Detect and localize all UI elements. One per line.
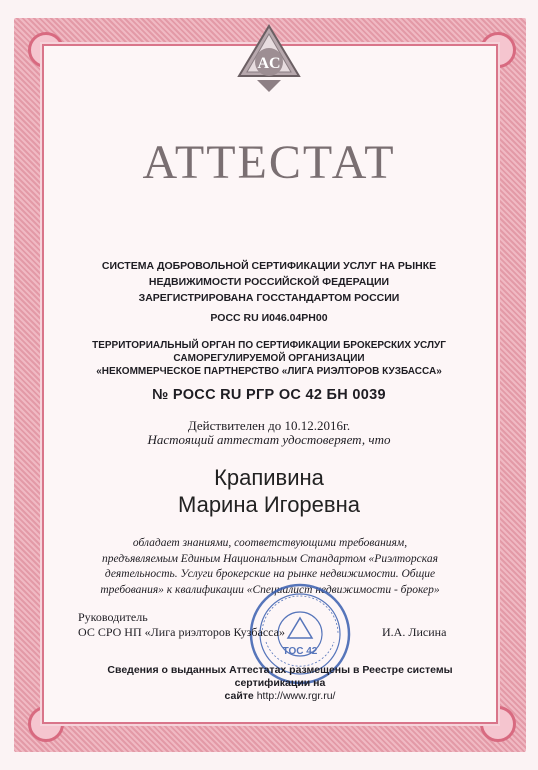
registry-note [80,664,480,703]
system-line: ЗАРЕГИСТРИРОВАНА ГОССТАНДАРТОМ РОССИИ [138,292,400,304]
svg-text:AC: AC [257,55,281,72]
qualification-line: предъявляемым Единым Национальным Стандартом «Риэлторская [102,552,438,565]
registry-code: РОСС RU И046.04РН00 [210,312,328,324]
holder-given-names: Марина Игоревна [178,492,360,517]
certificate-number: № РОСС RU РГР ОС 42 БН 0039 [152,387,386,403]
qualification-line: требования» к квалификации «Специалист недвижимости - брокер» [100,583,440,596]
system-line: СИСТЕМА ДОБРОВОЛЬНОЙ СЕРТИФИКАЦИИ УСЛУГ НА РЫНКЕ [101,260,437,272]
stamp-center-text: ТОС 42 [282,646,318,657]
registry-note-line [80,690,480,703]
registry-website-link[interactable]: http://www.rgr.ru/ [256,690,336,702]
head-organization: ОС СРО НП «Лига риэлторов Кузбасса» [78,625,285,639]
holder-surname: Крапивина [214,465,324,490]
territorial-line: «НЕКОММЕРЧЕСКОЕ ПАРТНЕРСТВО «ЛИГА РИЭЛТОРОВ КУЗБАССА» [96,366,442,377]
qualification-line: деятельность. Услуги брокерские на рынке недвижимости. Общие [104,568,436,580]
certification-system [0,258,538,306]
qualification-line: обладает знаниями, соответствующими требованиям, [132,537,408,549]
registry-note-line: Сведения о выданных Аттестатах размещены в Реестре системы сертификации на [107,664,453,689]
valid-until: Действителен до 10.12.2016г. [187,418,351,433]
head-title: Руководитель [78,610,148,624]
territorial-line: ТЕРРИТОРИАЛЬНЫЙ ОРГАН ПО СЕРТИФИКАЦИИ БРОКЕРСКИХ УСЛУГ [92,340,446,351]
certifies-text: Настоящий аттестат удостоверяет, что [147,432,391,447]
registry-note-prefix: сайте [224,690,257,702]
signer-name: И.А. Лисина [382,625,447,639]
system-line: НЕДВИЖИМОСТИ РОССИЙСКОЙ ФЕДЕРАЦИИ [148,276,390,288]
territorial-line: САМОРЕГУЛИРУЕМОЙ ОРГАНИЗАЦИИ [173,353,365,364]
certificate-title: АТТЕСТАТ [142,136,396,189]
ac-triangle-logo-icon [237,24,301,94]
territorial-body [0,339,538,378]
